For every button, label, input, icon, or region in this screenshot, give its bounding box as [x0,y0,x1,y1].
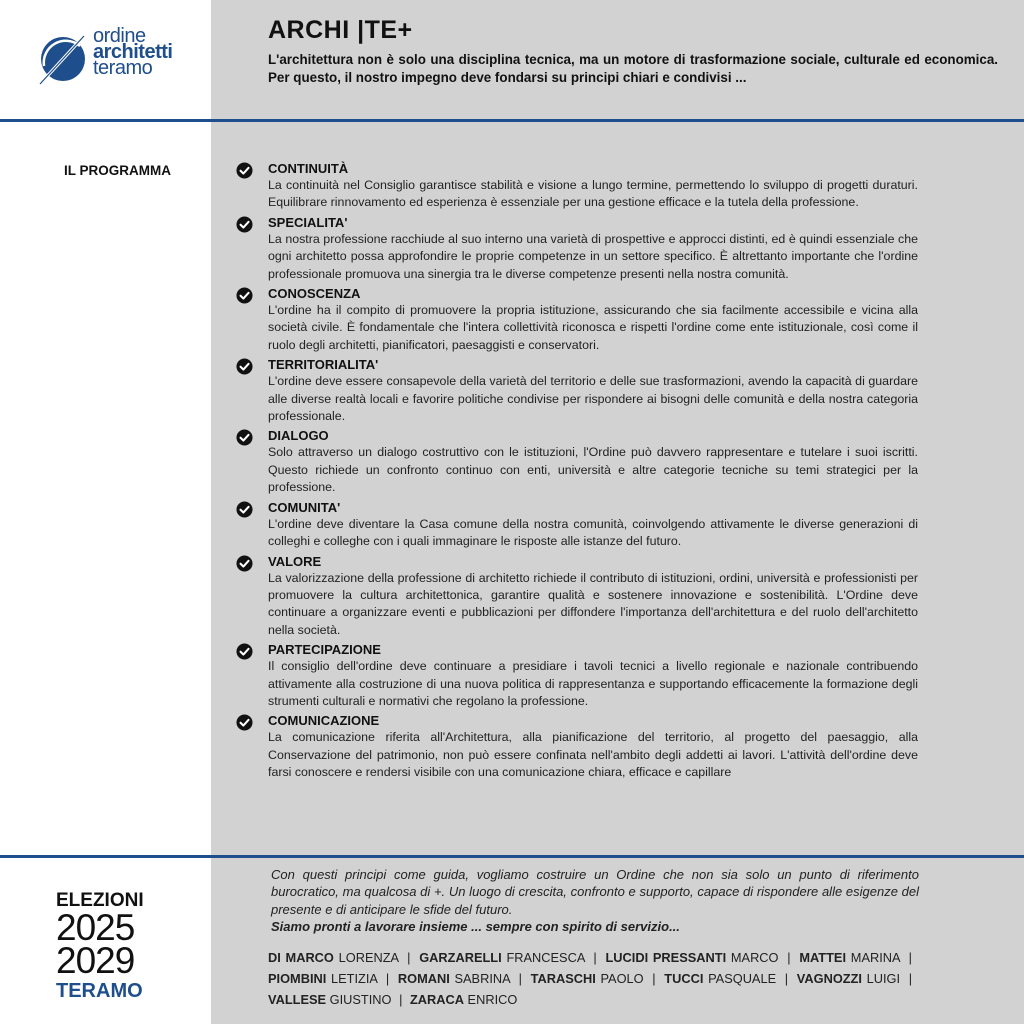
candidate [664,971,776,986]
candidate-separator: | [399,992,403,1007]
check-circle-icon [236,555,253,572]
closing-bold: Siamo pronti a lavorare insieme ... sempre con spirito di servizio... [271,918,680,934]
programme-item [236,214,918,283]
programme-item-text: Solo attraverso un dialogo costruttivo con le istituzioni, l'Ordine può davvero rappresentare e tutelare i suoi iscritti. Questo richiede un confronto continuo con enti, università e altre categorie tecniche su temi strategici per la professione. [268,445,918,495]
candidate-surname: GARZARELLI [419,950,502,965]
programme-item [236,553,918,640]
programme-item-title: CONTINUITÀ [268,161,349,176]
candidate-name: GIUSTINO [329,992,392,1007]
programme-item [236,427,918,496]
programme-item-text: L'ordine deve essere consapevole della varietà del territorio e delle sue trasformazioni, avendo la capacità di guardare alle diverse realtà locali e favorire politiche condivise per rispondere ai bisogni delle comunità e della nostra categoria professionale. [268,374,918,424]
candidate-surname: VALLESE [268,992,327,1007]
programme-item-text: L'ordine deve diventare la Casa comune della nostra comunità, coinvolgendo attivamente le diverse generazioni di colleghi e colleghe con i quali immaginare le risposte alle istanze del futuro. [268,516,918,549]
candidate-surname: PIOMBINI [268,971,327,986]
candidate-separator: | [908,950,912,965]
elections-city: TERAMO [56,980,143,1002]
candidate [531,971,644,986]
candidate [419,950,584,965]
programme-list [236,160,918,784]
logo-line-2: architetti [93,41,173,63]
candidate [797,971,900,986]
programme-item [236,499,918,551]
candidate-separator: | [652,971,656,986]
candidate-list [268,947,916,1010]
candidate [398,971,510,986]
candidate-surname: ROMANI [397,971,450,986]
check-circle-icon [236,216,253,233]
logo-wordmark [93,25,173,79]
page-title: ARCHI |TE+ [268,16,413,44]
candidate-name: LUIGI [866,971,901,986]
elections-year-start: 2025 [56,907,135,948]
programme-item-title: COMUNICAZIONE [268,713,380,729]
candidate [268,971,377,986]
logo-line-3: teramo [93,57,153,79]
candidate-surname: LUCIDI PRESSANTI [605,950,727,965]
programme-item [236,285,918,354]
programme-item-title: TERRITORIALITA' [268,357,379,373]
candidate-name: MARCO [730,950,779,965]
check-circle-icon [236,162,253,179]
programme-item-title: DIALOGO [268,428,329,444]
candidate-name: PASQUALE [708,971,777,986]
check-circle-icon [236,714,253,731]
header [268,16,998,87]
check-circle-icon [236,501,253,518]
compass-logo-icon [36,32,90,86]
candidate [410,992,517,1007]
candidate-separator: | [385,971,390,986]
check-circle-icon [236,429,253,446]
programme-item-text: La continuità nel Consiglio garantisce stabilità e visione a lungo termine, permettendo lo sviluppo di progetti duraturi. Equilibrare rinnovamento ed esperienza è essenziale per una gestione efficace e la tutela della professione. [268,178,918,210]
candidate-separator: | [407,950,411,965]
programme-item-text: Il consiglio dell'ordine deve continuare a presidiare i tavoli tecnici a livello regionale e nazionale contribuendo attivamente alla costruzione di una nuova politica di rappresentanza e supportando efficacemente la formazione degli strumenti culturali e normativi che regolano la professione. [268,659,918,708]
candidate-name: SABRINA [454,971,510,986]
candidate [268,950,398,965]
programme-item-title: PARTECIPAZIONE [268,642,381,658]
programme-item-text: L'ordine ha il compito di promuovere la propria istituzione, assicurando che sia facilmente accessibile e vicina alla società civile. È fondamentale che l'intera collettività riconosca e rispetti l'ordine come ente istituzionale, così come il ruolo degli architetti, pianificatori, paesaggisti e conservatori. [268,303,918,352]
candidate-name: MARINA [850,950,900,965]
candidate-name: FRANCESCA [506,950,585,965]
candidate [268,992,392,1007]
programme-item-title: SPECIALITA' [268,214,348,230]
elections-year-end: 2029 [56,940,135,981]
programme-item-text: La valorizzazione della professione di architetto richiede il contributo di istituzioni, ordini, università e professionisti per promuovere la cultura architettonica, garantire qualità e sostenere innovazione e sostenibilità. L'Ordine deve continuare a organizzare eventi e pubblicazioni per diffondere l'importanza dell'architettura e del ruolo dell'architetto nella società. [268,570,918,637]
candidate [799,950,900,965]
logo-line-1: ordine [93,25,146,47]
candidate-surname: ZARACA [409,992,464,1007]
programme-item [236,712,918,781]
candidate-name: ENRICO [467,992,518,1007]
candidate-surname: VAGNOZZI [796,971,862,986]
candidate-name: PAOLO [600,971,644,986]
check-circle-icon [236,287,253,304]
check-circle-icon [236,358,253,375]
page-subtitle: L'architettura non è solo una disciplina tecnica, ma un motore di trasformazione sociale, culturale ed economica. Per questo, il nostro impegno deve fondarsi su principi chiari e condivisi ... [268,52,998,85]
programme-item-text: La nostra professione racchiude al suo interno una varietà di prospettive e approcci distinti, ed è quindi essenziale che ogni architetto possa approfondire le proprie competenze in un settore specifico. È altrettanto importante che l'ordine professionale promuova una sinergia tra le diverse competenze presenti nella nostra comunità. [268,231,918,281]
candidate-name: LORENZA [338,950,399,965]
candidate-surname: MATTEI [799,950,847,965]
candidate-separator: | [518,971,522,986]
elections-label: ELEZIONI [56,890,144,911]
programme-item-text: La comunicazione riferita all'Architettura, alla pianificazione del territorio, al progetto del paesaggio, alla Conservazione del patrimonio, non può essere confinata nell'ambito degli addetti ai lavori. L'attività dell'ordine deve farsi conoscere e rendersi visibile con una comunicazione chiara, efficace e capillare [268,730,918,780]
closing-text: Con questi principi come guida, vogliamo costruire un Ordine che non sia solo un punto di riferimento burocratico, ma qualcosa di +. Un luogo di crescita, confronto e supporto, capace di rispondere alle esigenze del presente e di anticipare le sfide del futuro. [271,867,919,917]
candidate-separator: | [784,971,789,986]
candidate-surname: DI MARCO [268,950,334,965]
candidate-separator: | [908,971,913,986]
closing-statement [271,866,919,935]
candidate-name: LETIZIA [330,971,378,986]
programme-item [236,641,918,710]
candidate-separator: | [787,950,791,965]
candidate-separator: | [593,950,597,965]
top-divider [0,119,1024,122]
candidate-surname: TARASCHI [530,971,596,986]
candidate-surname: TUCCI [664,971,704,986]
check-circle-icon [236,643,253,660]
programme-item [236,356,918,425]
elections-block [56,891,156,1003]
program-label: IL PROGRAMMA [64,163,171,178]
programme-item [236,160,918,212]
left-column [0,0,211,1024]
programme-item-title: COMUNITA' [268,499,341,515]
programme-item-title: VALORE [268,553,322,569]
bottom-divider [0,855,1024,858]
programme-item-title: CONOSCENZA [268,286,361,302]
candidate [605,950,778,965]
logo [36,25,196,88]
